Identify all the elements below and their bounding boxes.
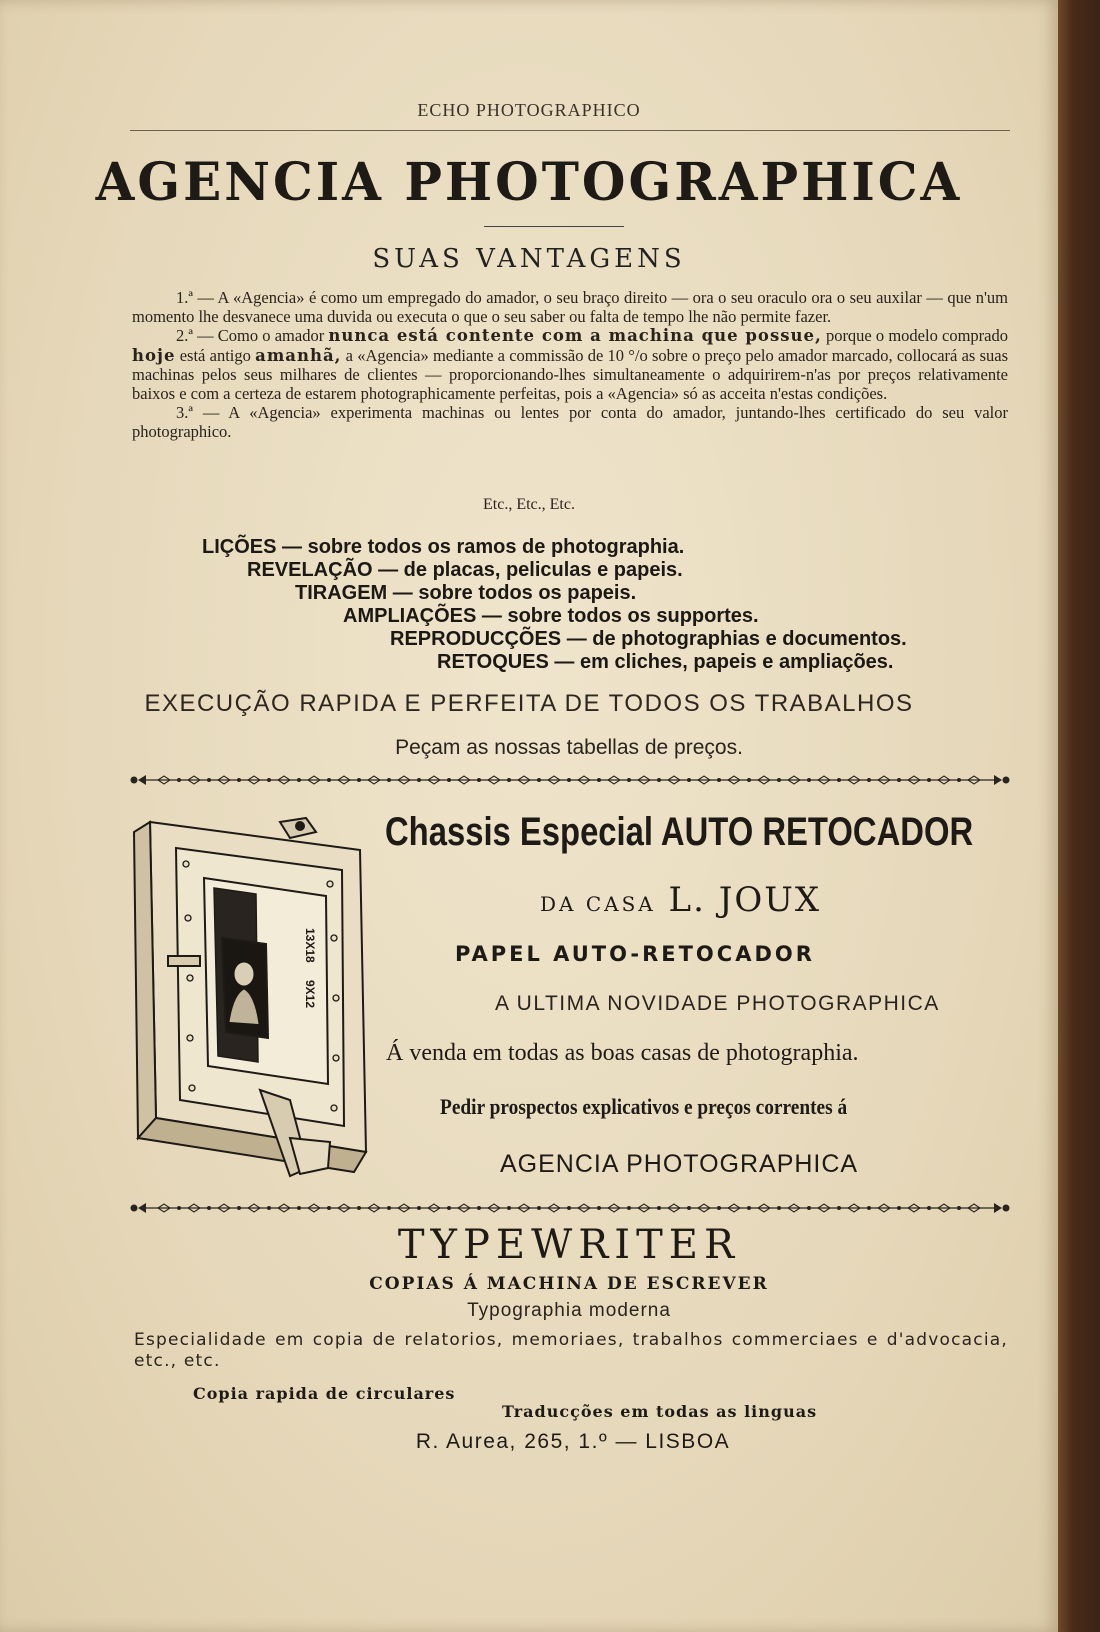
advantage-2-bold-c: amanhã, xyxy=(255,345,342,365)
ultima-line: A ULTIMA NOVIDADE PHOTOGRAPHICA xyxy=(495,992,940,1015)
venda-line: Á venda em todas as boas casas de photographia. xyxy=(386,1040,859,1066)
chassis-title: Chassis Especial AUTO RETOCADOR xyxy=(385,810,974,854)
copia-rapida-line: Copia rapida de circulares xyxy=(193,1384,456,1403)
papel-line: PAPEL AUTO-RETOCADOR xyxy=(455,942,815,966)
agency-subtitle: SUAS VANTAGENS xyxy=(372,244,686,274)
pecam-line: Peçam as nossas tabellas de preços. xyxy=(395,736,743,759)
chassis-illustration xyxy=(130,808,370,1184)
ornament-divider-2 xyxy=(130,1200,1010,1216)
chassis-label-13x18: 13X18 xyxy=(303,928,317,963)
header-rule xyxy=(130,130,1010,131)
advantages-text xyxy=(132,288,1008,442)
advantage-3: 3.ª — A «Agencia» experimenta machinas ou lentes por conta do amador, juntando-lhes certificado do seu valor photographico. xyxy=(132,403,1008,442)
typographia-line: Typographia moderna xyxy=(467,1300,671,1321)
typewriter-title: TYPEWRITER xyxy=(397,1222,741,1268)
da-casa-line xyxy=(540,880,821,920)
service-reproduccoes: REPRODUCÇÕES — de photographias e documentos. xyxy=(390,628,907,650)
advantage-1: 1.ª — A «Agencia» é como um empregado do amador, o seu braço direito — ora o seu oraculo ora o seu auxilar — que n'um momento lhe desvanece uma duvida ou executa o que o seu saber ou falta de tempo lhe não permite fazer. xyxy=(132,288,1008,327)
da-casa-prefix: DA CASA xyxy=(540,892,656,916)
service-revelacao: REVELAÇÃO — de placas, peliculas e papeis. xyxy=(247,559,683,581)
service-ampliacoes: AMPLIAÇÕES — sobre todos os supportes. xyxy=(343,605,759,627)
advantage-2-text-b: porque o modelo comprado xyxy=(821,326,1008,346)
advantage-2-text-c: está antigo xyxy=(175,345,256,365)
advantage-2-bold-a: nunca está contente com a machina que possue, xyxy=(328,326,822,346)
address-line: R. Aurea, 265, 1.º — LISBOA xyxy=(415,1430,731,1453)
service-retoques: RETOQUES — em cliches, papeis e ampliações. xyxy=(437,651,894,673)
book-spine xyxy=(1058,0,1100,1632)
maker-name: L. JOUX xyxy=(668,880,822,920)
advantage-2-bold-b: hoje xyxy=(132,345,176,365)
agency-title: AGENCIA PHOTOGRAPHICA xyxy=(95,150,963,213)
title-rule xyxy=(484,226,624,227)
agencia-line: AGENCIA PHOTOGRAPHICA xyxy=(500,1150,859,1178)
service-licoes: LIÇÕES — sobre todos os ramos de photographia. xyxy=(202,536,685,558)
advantage-2-text-a: 2.ª — Como o amador xyxy=(176,326,329,346)
especialidade-text: Especialidade em copia de relatorios, memoriaes, trabalhos commerciaes e d'advocacia, etc., etc. xyxy=(134,1330,1008,1371)
chassis-label-9x12: 9X12 xyxy=(303,980,317,1009)
ornament-divider-1 xyxy=(130,772,1010,788)
copias-subtitle: COPIAS Á MACHINA DE ESCREVER xyxy=(369,1274,769,1294)
execucao-line: EXECUÇÃO RAPIDA E PERFEITA DE TODOS OS TRABALHOS xyxy=(144,690,914,717)
running-head: ECHO PHOTOGRAPHICO xyxy=(417,100,641,120)
etc-line: Etc., Etc., Etc. xyxy=(483,496,575,513)
service-tiragem: TIRAGEM — sobre todos os papeis. xyxy=(295,582,637,604)
advantage-2 xyxy=(132,326,1008,403)
pedir-line: Pedir prospectos explicativos e preços correntes á xyxy=(440,1094,848,1119)
traduccoes-line: Traducções em todas as linguas xyxy=(502,1402,818,1421)
advantage-2-text-d: a «Agencia» mediante a commissão de 10 °/o sobre o preço pelo amador marcado, collocará as suas machinas pelos seus milhares de clientes — proporcionando-lhes simultaneamente o adquirirem-n'as por preços relativamente baixos e com a certeza de estarem photographicamente perfeitas, pois a «Agencia» só as acceita n'estas condições. xyxy=(132,345,1008,404)
